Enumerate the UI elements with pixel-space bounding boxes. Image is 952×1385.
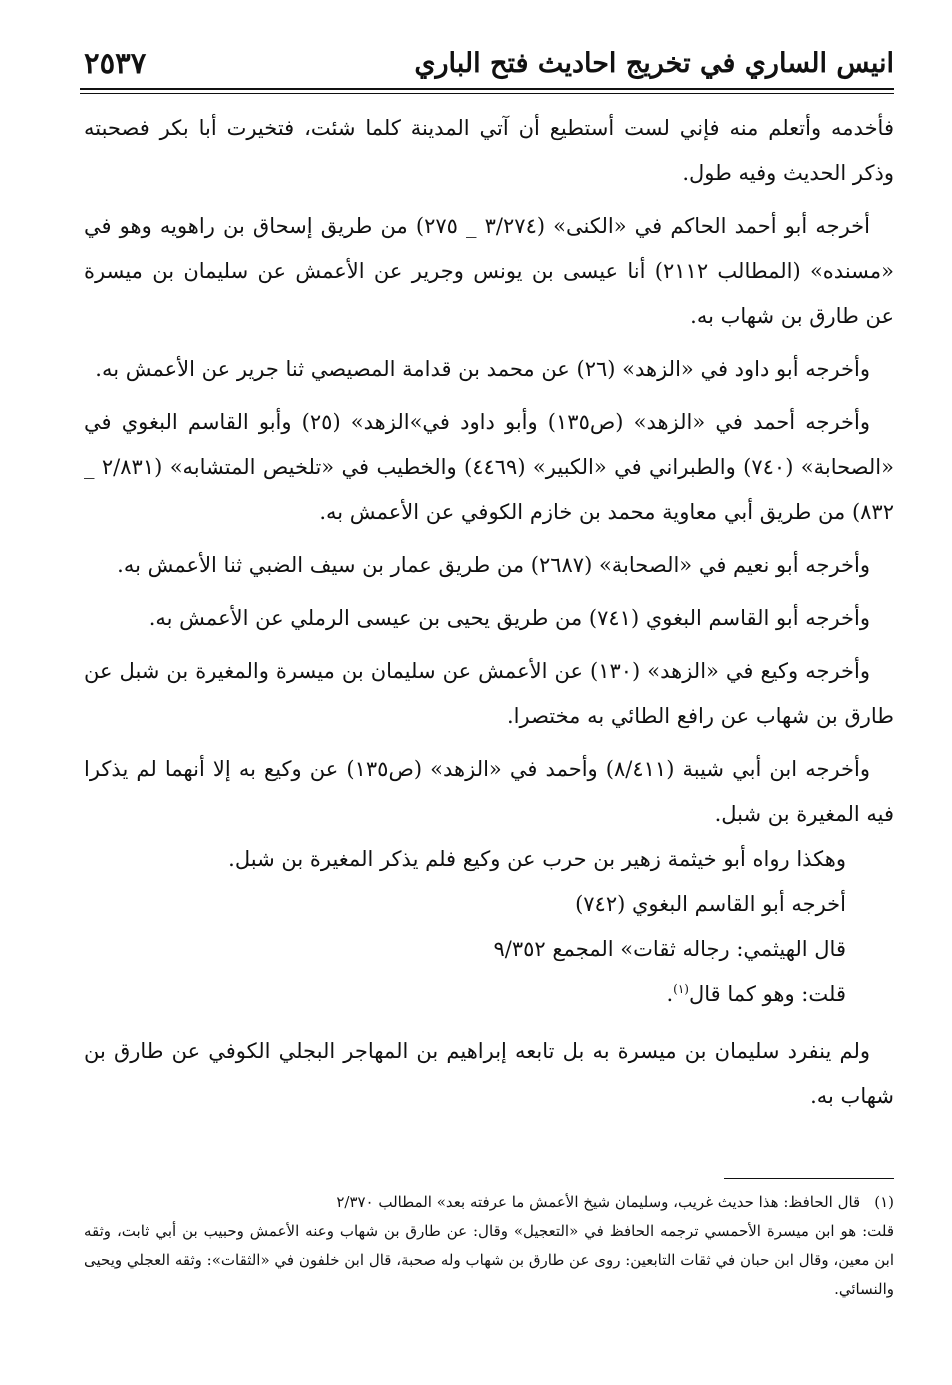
paragraph: وأخرجه ابن أبي شيبة (٨/٤١١) وأحمد في «الزهد» (ص١٣٥) عن وكيع به إلا أنهما لم يذكرا فيه المغيرة بن شبل.: [84, 757, 894, 826]
footnotes: [84, 1188, 894, 1304]
paragraph: وأخرجه وكيع في «الزهد» (١٣٠) عن الأعمش عن سليمان بن ميسرة والمغيرة بن شبل عن طارق بن شهاب عن رافع الطائي به مختصرا.: [84, 659, 894, 728]
footnote-text: قال الحافظ: هذا حديث غريب، وسليمان شيخ الأعمش ما عرفته بعد» المطالب ٢/٣٧٠: [336, 1193, 861, 1211]
header-rule-thin: [80, 93, 894, 94]
running-title: انيس الساري في تخريج احاديث فتح الباري: [414, 48, 894, 79]
paragraph: وأخرجه أحمد في «الزهد» (ص١٣٥) وأبو داود في»الزهد» (٢٥) وأبو القاسم البغوي في «الصحابة» (٧٤٠) والطبراني في «الكبير» (٤٤٦٩) والخطيب في «تلخيص المتشابه» (٢/٨٣١ _ ٨٣٢) من طريق أبي معاوية محمد بن خازم الكوفي عن الأعمش به.: [84, 410, 894, 524]
indented-line: قال الهيثمي: رجاله ثقات» المجمع ٩/٣٥٢: [493, 937, 846, 961]
page-header: [84, 38, 894, 88]
indented-line: وهكذا رواه أبو خيثمة زهير بن حرب عن وكيع فلم يذكر المغيرة بن شبل.: [228, 847, 846, 871]
page-number: ٢٥٣٧: [84, 46, 147, 80]
qult-end: .: [666, 982, 674, 1006]
indented-line: أخرجه أبو القاسم البغوي (٧٤٢): [575, 892, 846, 916]
paragraph: فأخدمه وأتعلم منه فإني لست أستطيع أن آتي المدينة كلما شئت، فتخيرت أبا بكر فصحبته وذكر الحديث وفيه طول.: [84, 116, 894, 185]
footnote-reference[interactable]: (١): [673, 982, 689, 996]
qult-text: قلت: وهو كما قال: [688, 982, 846, 1006]
paragraph: وأخرجه أبو داود في «الزهد» (٢٦) عن محمد بن قدامة المصيصي ثنا جرير عن الأعمش به.: [95, 357, 870, 381]
footnote-paragraph: قلت: هو ابن ميسرة الأحمسي ترجمه الحافظ في «التعجيل» وقال: عن طارق بن شهاب وعنه الأعمش وحبيب بن أبي ثابت، وثقه ابن معين، وقال ابن حبان في ثقات التابعين: روى عن طارق بن شهاب وله صحبة، قال ابن خلفون في «الثقات»: وثقه العجلي ويحيى والنسائي.: [84, 1222, 894, 1298]
paragraph: وأخرجه أبو نعيم في «الصحابة» (٢٦٨٧) من طريق عمار بن سيف الضبي ثنا الأعمش به.: [117, 553, 870, 577]
paragraph: وأخرجه أبو القاسم البغوي (٧٤١) من طريق يحيى بن عيسى الرملي عن الأعمش به.: [148, 606, 870, 630]
closing-paragraph: ولم ينفرد سليمان بن ميسرة به بل تابعه إبراهيم بن المهاجر البجلي الكوفي عن طارق بن شهاب به.: [84, 1039, 894, 1108]
footnote-line: [84, 1188, 894, 1217]
footnote-number: (١): [874, 1193, 894, 1211]
paragraph: أخرجه أبو أحمد الحاكم في «الكنى» (٣/٢٧٤ _ ٢٧٥) من طريق إسحاق بن راهويه وهو في «مسنده» (المطالب ٢١١٢) أنا عيسى بن يونس وجرير عن الأعمش عن سليمان بن ميسرة عن طارق بن شهاب به.: [84, 214, 894, 328]
main-text: [84, 106, 894, 1127]
qult-line: [84, 972, 894, 1017]
header-rule: [80, 88, 894, 90]
footnote-separator: [724, 1178, 894, 1179]
